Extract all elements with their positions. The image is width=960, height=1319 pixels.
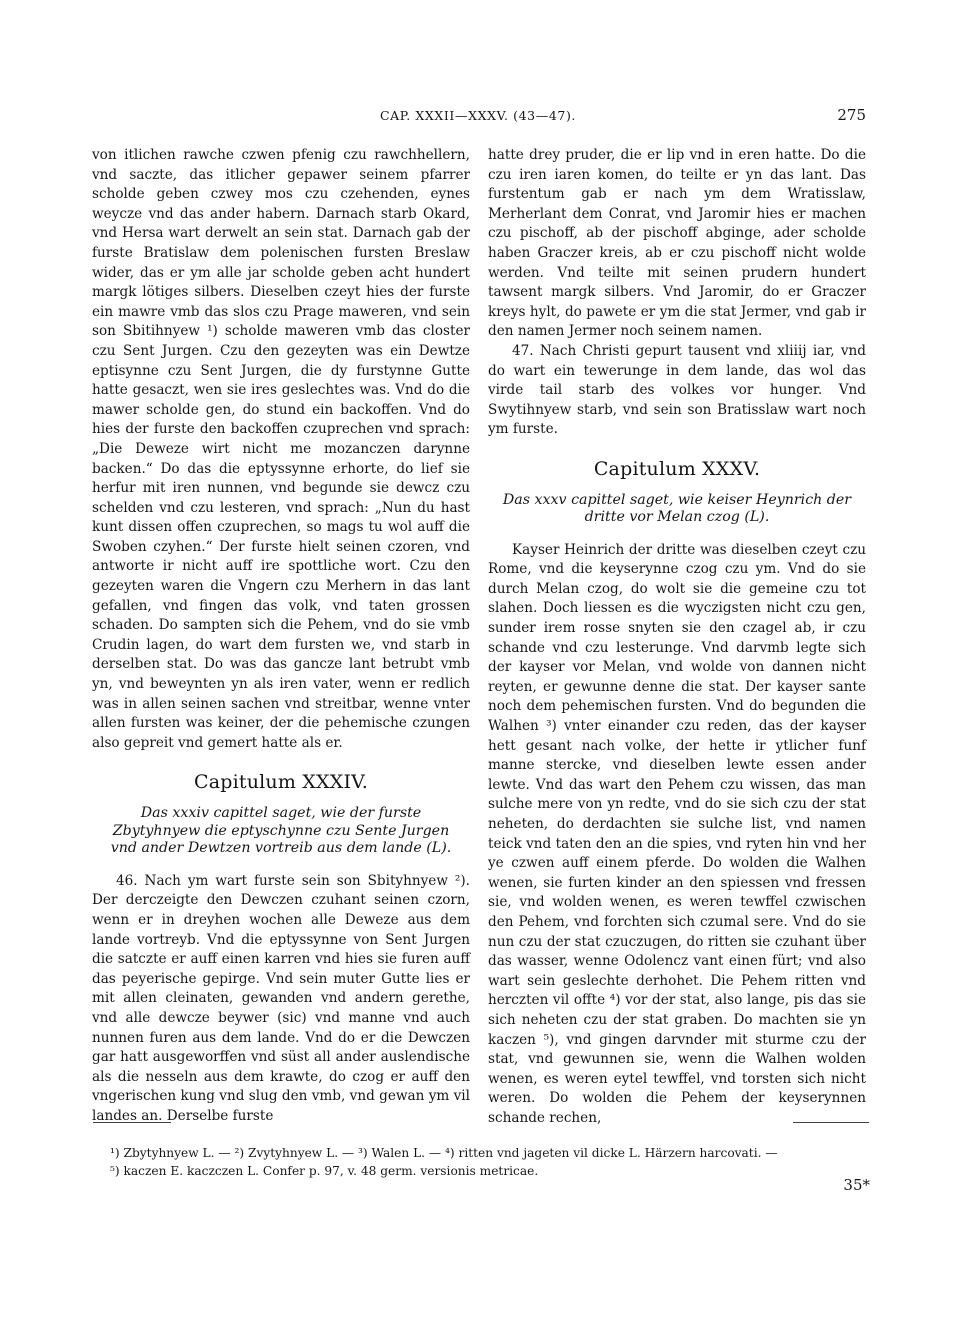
paragraph-left-2: 46. Nach ym wart furste sein son Sbityhnyew ²). Der derczeigte den Dewczen czuhant seinen czorn, wenn er in dreyhen wochen alle Deweze aus dem lande vortreyb. Vnd die eptyssynne von Sent Jurgen die satczte er auff einen karren vnd hies sie furen auff das peyerische gepirge. Vnd sein muter Gutte lies er mit allen cleinaten, gewanden vnd andern gerethe, vnd alle dewcze beywer (sic) vnd manne vnd auch nunnen furen aus dem lande. Vnd do er die Dewczen gar hatt ausgeworffen vnd süst all ander auslendische als die nesseln aus dem krawte, do czog er auff den vngerischen kung vnd slug den vmb, vnd gewan ym vil landes an. Derselbe furste: [92, 872, 470, 1124]
footnotes: [110, 1144, 870, 1180]
paragraph-left-1: von itlichen rawche czwen pfenig czu rawchhellern, vnd saczte, das itlicher gepawer seinem pfarrer scholde geben czwey mos czu czehenden, eynes weycze vnd das ander habern. Darnach starb Okard, vnd Hersa wart derwelt an sein stat. Darnach gab der furste Bratislaw dem polenischen fursten Breslaw wider, das er ym alle jar scholde geben acht hundert margk lötiges silbers. Dieselben czeyt hies der furste ein mawre vmb das slos czu Prage maweren, vnd sein son Sbitihnyew ¹) scholde maweren vmb das closter czu Sent Jurgen. Czu den gezeyten was ein Dewtze eptisynne czu Sent Jurgen, die dy furstynne Gutte hatte gesaczt, wen sie ires geslechtes was. Vnd do die mawer scholde gen, do stund ein backoffen. Vnd do hies der furste den backoffen czuprechen vnd sprach: „Die Deweze wirt nicht me mozanczen darynne backen.“ Do das die eptyssynne erhorte, do lief sie herfur mit iren nunnen, vnd begunde sie dewcz czu schelden vnd czu lesteren, vnd sprach: „Nun du hast kunt dissen offen czuprechen, so mags tu wol auff die Swoben czyhen.“ Der furste hielt seinen czoren, vnd antworte ir nicht auff ire spottliche wort. Czu den gezeyten waren die Vngern czu Merhern in das lant gefallen, vnd fingen das volk, vnd taten grossen schaden. Do sampten sich die Pehem, vnd do sie vmb Crudin lagen, do wart dem fursten we, vnd starb in derselben stat. Do was das gancze lant betrubt vmb yn, vnd beweynten yn als iren vater, wenn er redlich was in allen seinen sachen vnd streitbar, wenne vnter allen fursten was keiner, der die pehemische czungen also gepreit vnd gemert hatte als er.: [92, 147, 470, 751]
footnote-rule: [93, 1122, 171, 1123]
chapter-subtitle-xxxiv: Das xxxiv capittel saget, wie der furste Zbytyhnyew die eptyschynne czu Sente Jurgen vnd ander Dewtzen vortreib aus dem lande (L).: [110, 805, 452, 857]
spacer: [488, 440, 866, 460]
left-column: [92, 146, 470, 1127]
paragraph-right-3: Kayser Heinrich der dritte was dieselben czeyt czu Rome, vnd die keyserynne czog czu ym. Vnd do sie durch Melan czog, do wolt sie die gemeine czu tot slahen. Doch liessen es die wyczigsten nicht czu gen, sunder irem rosse snyten sie den czagel ab, ir czu schande vnd czu lesterunge. Vnd darvmb legte sich der kayser vor Melan, vnd wolde von dannen nicht reyten, er gewunne denne die stat. Der kayser sante noch dem pehemischen fursten. Vnd do begunden die Walhen ³) vnter einander czu reden, das der kayser hett gesant nach volke, der hette ir ytlicher funf manne stercke, vnd dieselben lewte essen ander lewte. Vnd das wart den Pehem czu wissen, das man sulche mere von yn redte, vnd do sie sich czu der stat neheten, do derdachten sie sulche list, vnd namen teick vnd taten den an die spies, vnd ryten hin vnd her ye czwen auff einem pferde. Do wolden die Walhen wenen, sie furten kinder an den spiessen vnd fressen sie, vnd wolden wenen, es weren tewffel czwischen den Pehem, vnd forchten sich czumal sere. Vnd do sie nun czu der stat czuczugen, do ritten sie czuhant über das wasser, wenne Odolencz vant einen fürt; vnd also wart sein geslechte derhohet. Die Pehem ritten vnd herczten vil offte ⁴) vor der stat, also lange, pis das sie sich neheten czu der stat graben. Do machten sie yn kaczen ⁵), vnd gingen darvnder mit sturme czu der stat, vnd gewunnen sie, wenn die Walhen wolden wenen, es weren eytel tewffel, vnd torsten sich nicht weren. Do wolden die Pehem der keyserynnen schande rechen,: [488, 541, 866, 1126]
footnote-line-1: ¹) Zbytyhnyew L. — ²) Zvytyhnyew L. — ³) Walen L. — ⁴) ritten vnd jageten vil dicke L. Härzern harcovati. —: [110, 1146, 778, 1160]
signature-mark: 35*: [843, 1176, 870, 1194]
page-header: [90, 106, 866, 130]
spacer: [92, 793, 470, 805]
paragraph-right-1: hatte drey pruder, die er lip vnd in eren hatte. Do die czu iren iaren komen, do teilte er yn das lant. Das furstentum gab er nach ym dem Wratisslaw, Merherlant dem Conrat, vnd Jaromir hies er machen czu pischoff, ab der pischoff abginge, ader scholde haben Graczer kreis, ab er czu pischoff nicht wolde werden. Vnd teilte mit seinen prudern hundert tawsent margk silbers. Vnd Jaromir, do er Graczer kreys hylt, do pawete er ym die stat Jermer, vnd gab ir den namen Jermer noch seinem namen.: [488, 147, 866, 340]
spacer: [488, 527, 866, 541]
chapter-heading-xxxiv: Capitulum XXXIV.: [193, 771, 369, 794]
chapter-subtitle-xxxv: Das xxxv capittel saget, wie keiser Heynrich der dritte vor Melan czog (L).: [502, 491, 852, 526]
paragraph-right-2: 47. Nach Christi gepurt tausent vnd xliiij iar, vnd do wart ein tewerunge in dem lande, das wol das virde tail starb des volkes vor hunger. Vnd Swytihnyew starb, vnd sein son Bratisslaw wart noch ym furste.: [488, 342, 866, 438]
running-title: CAP. XXXII—XXXV. (43—47).: [379, 108, 576, 123]
page-number: 275: [837, 106, 866, 124]
footnote-line-2: ⁵) kaczen E. kaczczen L. Confer p. 97, v. 48 germ. versionis metricae.: [110, 1164, 539, 1178]
right-column: [488, 146, 866, 1129]
spacer: [488, 480, 866, 492]
spacer: [92, 858, 470, 872]
footnote-rule: [793, 1122, 869, 1123]
spacer: [92, 753, 470, 773]
chapter-heading-xxxv: Capitulum XXXV.: [593, 457, 761, 480]
